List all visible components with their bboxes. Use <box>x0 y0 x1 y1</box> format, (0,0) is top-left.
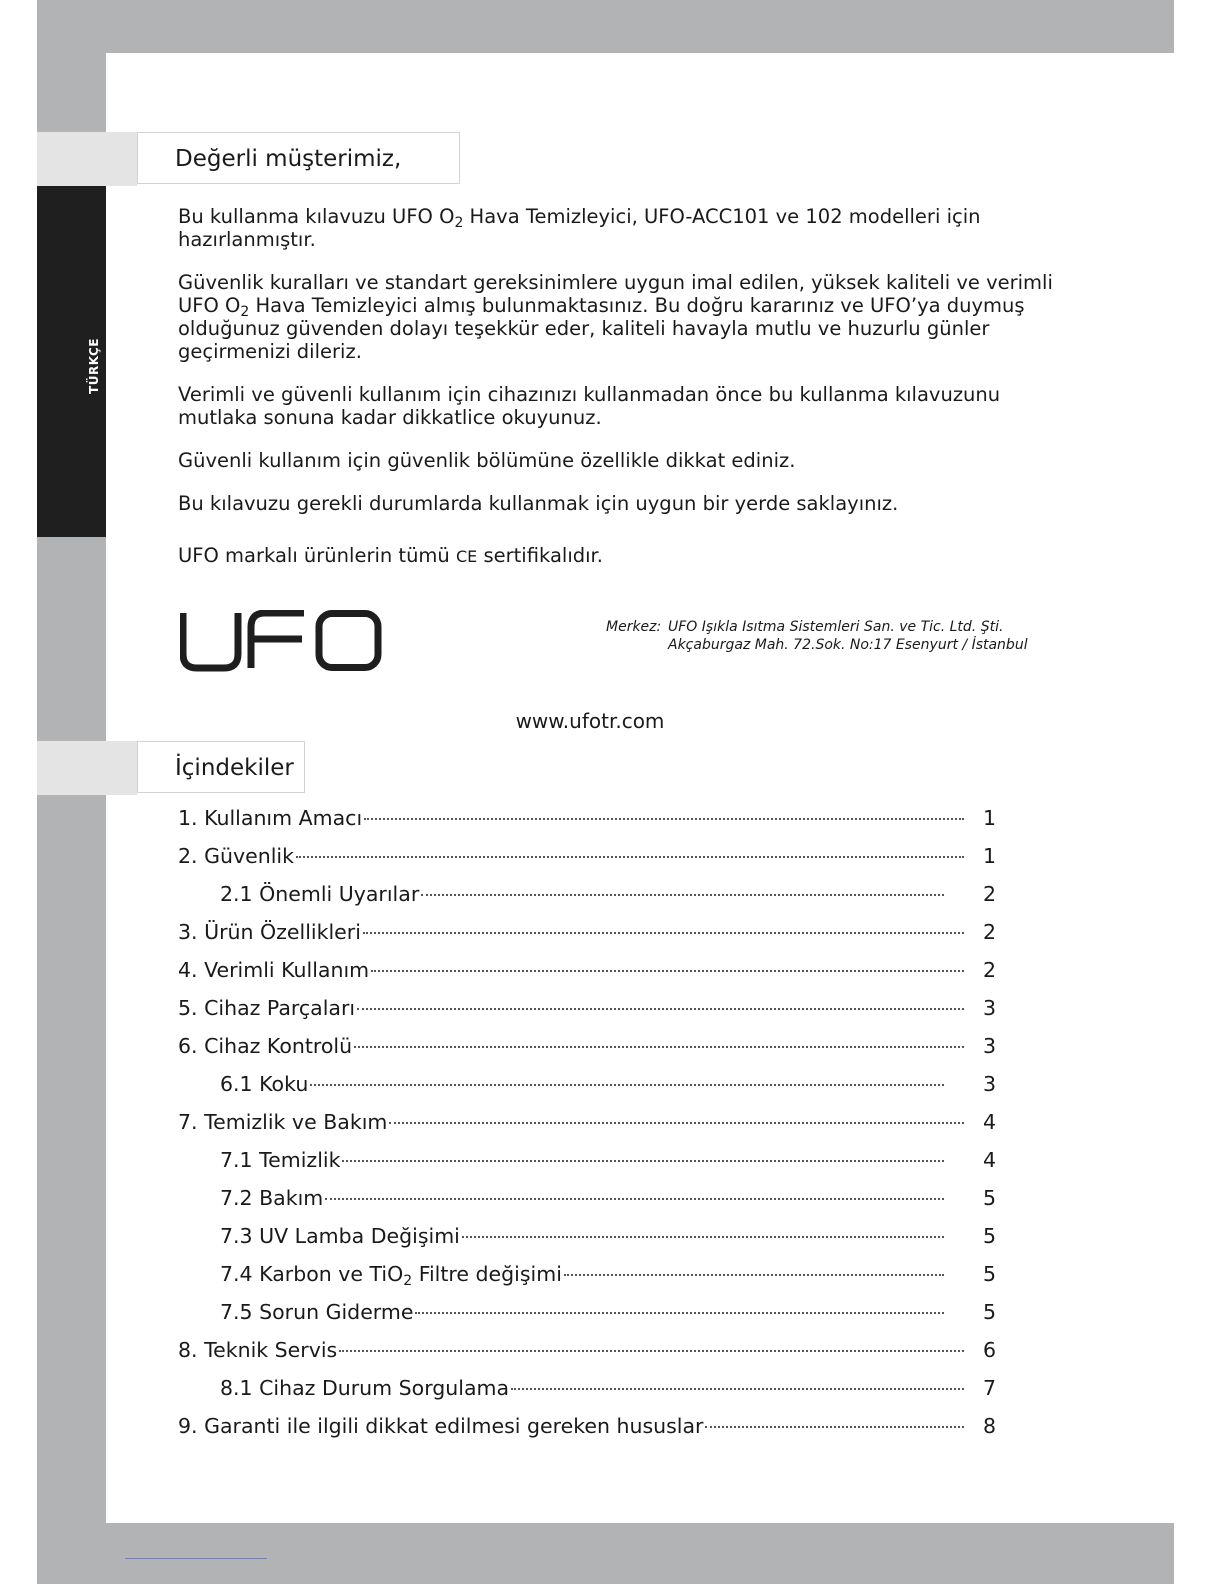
header-accent <box>37 132 137 186</box>
toc-entry[interactable]: 2. Güvenlik 1 <box>178 844 996 868</box>
intro-text <box>178 205 1078 588</box>
toc-entry[interactable]: 8. Teknik Servis 6 <box>178 1338 996 1362</box>
toc-entry[interactable]: 3. Ürün Özellikleri 2 <box>178 920 996 944</box>
toc-subentry[interactable]: 7.3 UV Lamba Değişimi 5 <box>220 1224 996 1248</box>
header-accent <box>37 741 137 795</box>
toc-entry[interactable]: 1. Kullanım Amacı 1 <box>178 806 996 830</box>
intro-paragraph: Bu kılavuzu gerekli durumlarda kullanmak için uygun bir yerde saklayınız. <box>178 492 899 515</box>
intro-paragraph: Güvenli kullanım için güvenlik bölümüne özellikle dikkat ediniz. <box>178 449 796 472</box>
toc-page-number: 8 <box>982 1414 996 1438</box>
toc-page-number: 5 <box>982 1262 996 1286</box>
toc-subentry[interactable]: 2.1 Önemli Uyarılar 2 <box>220 882 996 906</box>
intro-paragraph: Verimli ve güvenli kullanım için cihazınızı kullanmadan önce bu kullanma kılavuzunu mutlaka sonuna kadar dikkatlice okuyunuz. <box>178 383 1001 429</box>
language-label: TÜRKÇE <box>87 338 101 394</box>
toc-subentry[interactable]: 7.4 Karbon ve TiO$_2$ Filtre değişimi 5 <box>220 1262 996 1289</box>
page-frame-top <box>37 0 1174 53</box>
toc-page-number: 2 <box>982 920 996 944</box>
toc-page-number: 5 <box>982 1224 996 1248</box>
toc-subentry[interactable]: 6.1 Koku 3 <box>220 1072 996 1096</box>
company-address <box>606 618 1028 654</box>
ce-mark: CE <box>456 547 478 566</box>
address-line: UFO Işıkla Isıtma Sistemleri San. ve Tic. Ltd. Şti. <box>668 619 1004 635</box>
toc-page-number: 4 <box>982 1110 996 1134</box>
toc-page-number: 5 <box>982 1186 996 1210</box>
toc-entry[interactable]: 9. Garanti ile ilgili dikkat edilmesi gereken hususlar 8 <box>178 1414 996 1438</box>
toc-page-number: 7 <box>982 1376 996 1400</box>
address-line: Akçaburgaz Mah. 72.Sok. No:17 Esenyurt / İstanbul <box>668 637 1028 653</box>
toc-entry[interactable]: 4. Verimli Kullanım 2 <box>178 958 996 982</box>
toc-entry[interactable]: 7. Temizlik ve Bakım 4 <box>178 1110 996 1134</box>
table-of-contents <box>178 806 996 1452</box>
toc-subentry[interactable]: 8.1 Cihaz Durum Sorgulama 7 <box>220 1376 996 1400</box>
greeting-title: Değerli müşterimiz, <box>137 132 460 184</box>
toc-title: İçindekiler <box>137 741 305 793</box>
page-frame-bottom <box>106 1523 1174 1584</box>
toc-page-number: 2 <box>982 882 996 906</box>
svg-text:UFO: UFO <box>264 631 298 650</box>
toc-page-number: 5 <box>982 1300 996 1324</box>
toc-page-number: 3 <box>982 1034 996 1058</box>
toc-page-number: 3 <box>982 1072 996 1096</box>
ufo-logo <box>180 610 382 672</box>
toc-subentry[interactable]: 7.2 Bakım 5 <box>220 1186 996 1210</box>
toc-page-number: 6 <box>982 1338 996 1362</box>
address-label: Merkez: <box>606 619 662 635</box>
toc-entry[interactable]: 5. Cihaz Parçaları 3 <box>178 996 996 1020</box>
footer-link-underline <box>125 1558 267 1559</box>
ce-statement: UFO markalı ürünlerin tümü CE sertifikalıdır. <box>178 544 603 567</box>
toc-page-number: 1 <box>982 844 996 868</box>
website-link[interactable]: www.ufotr.com <box>515 709 665 733</box>
toc-page-number: 4 <box>982 1148 996 1172</box>
toc-subentry[interactable]: 7.1 Temizlik 4 <box>220 1148 996 1172</box>
toc-entry[interactable]: 6. Cihaz Kontrolü 3 <box>178 1034 996 1058</box>
toc-subentry[interactable]: 7.5 Sorun Giderme 5 <box>220 1300 996 1324</box>
toc-page-number: 1 <box>982 806 996 830</box>
intro-paragraph: Güvenlik kuralları ve standart gereksinimlere uygun imal edilen, yüksek kaliteli ve verimli UFO $O_2$ Hava Temizleyici almış bulunmaktasınız. Bu doğru kararınız ve UFO’ya duymuş olduğunuz güvenden dolayı teşekkür eder, kaliteli havayla mutlu ve huzurlu günler geçirmenizi dileriz. <box>178 271 1053 363</box>
toc-page-number: 2 <box>982 958 996 982</box>
intro-paragraph: Bu kullanma kılavuzu UFO $O_2$ Hava Temizleyici, UFO-ACC101 ve 102 modelleri için hazırlanmıştır. <box>178 205 981 251</box>
toc-page-number: 3 <box>982 996 996 1020</box>
